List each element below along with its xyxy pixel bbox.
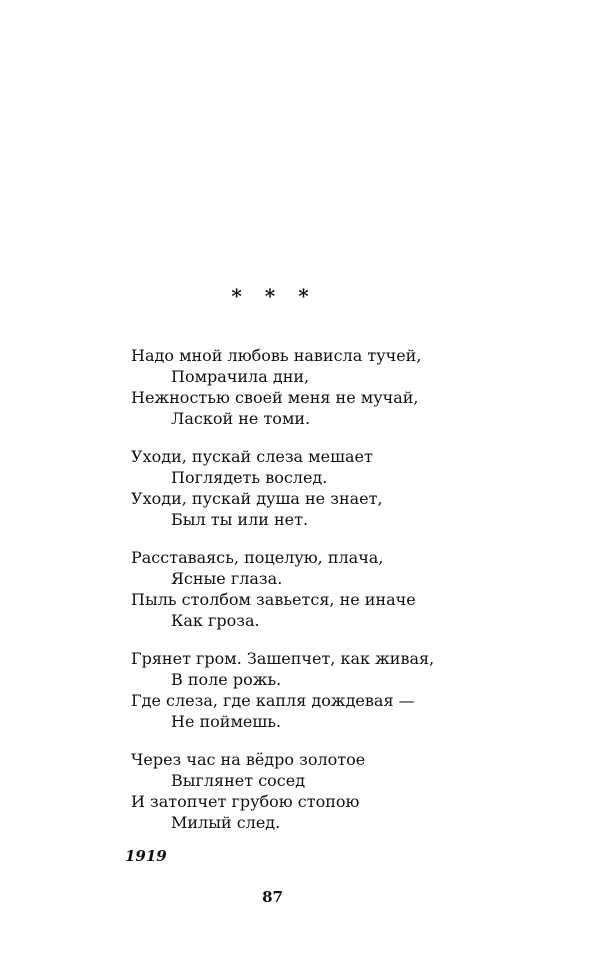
poem-line: Ясные глаза. [171, 569, 283, 588]
poem-line: Расставаясь, поцелую, плача, [131, 548, 384, 567]
poem-line: Пыль столбом завьется, не иначе [131, 590, 416, 609]
page-number: 87 [262, 888, 283, 906]
section-asterisks: * * * [231, 284, 317, 308]
poem-line: Как гроза. [171, 611, 260, 630]
poem-line: Выглянет сосед [171, 771, 306, 790]
poem-line: Лаской не томи. [171, 409, 311, 428]
poem-line: Помрачила дни, [171, 367, 310, 386]
stanza-1 [131, 345, 571, 429]
poem-line: Поглядеть вослед. [171, 468, 328, 487]
poem-date: 1919 [125, 847, 167, 865]
poem-line: Грянет гром. Зашепчет, как живая, [131, 649, 435, 668]
stanza-2 [131, 446, 571, 530]
stanza-3 [131, 547, 571, 631]
poem-line: Милый след. [171, 813, 281, 832]
stanza-4 [131, 648, 571, 732]
poem-line: В поле рожь. [171, 670, 282, 689]
poem-line: Где слеза, где капля дождевая — [131, 691, 415, 710]
poem-line: И затопчет грубою стопою [131, 792, 360, 811]
poem-line: Был ты или нет. [171, 510, 309, 529]
poem-body [131, 345, 571, 850]
poem-line: Уходи, пускай душа не знает, [131, 489, 383, 508]
poem-line: Уходи, пускай слеза мешает [131, 447, 373, 466]
poem-line: Через час на вёдро золотое [131, 750, 366, 769]
poem-line: Не поймешь. [171, 712, 282, 731]
poem-line: Надо мной любовь нависла тучей, [131, 346, 422, 365]
poem-line: Нежностью своей меня не мучай, [131, 388, 419, 407]
stanza-5 [131, 749, 571, 833]
